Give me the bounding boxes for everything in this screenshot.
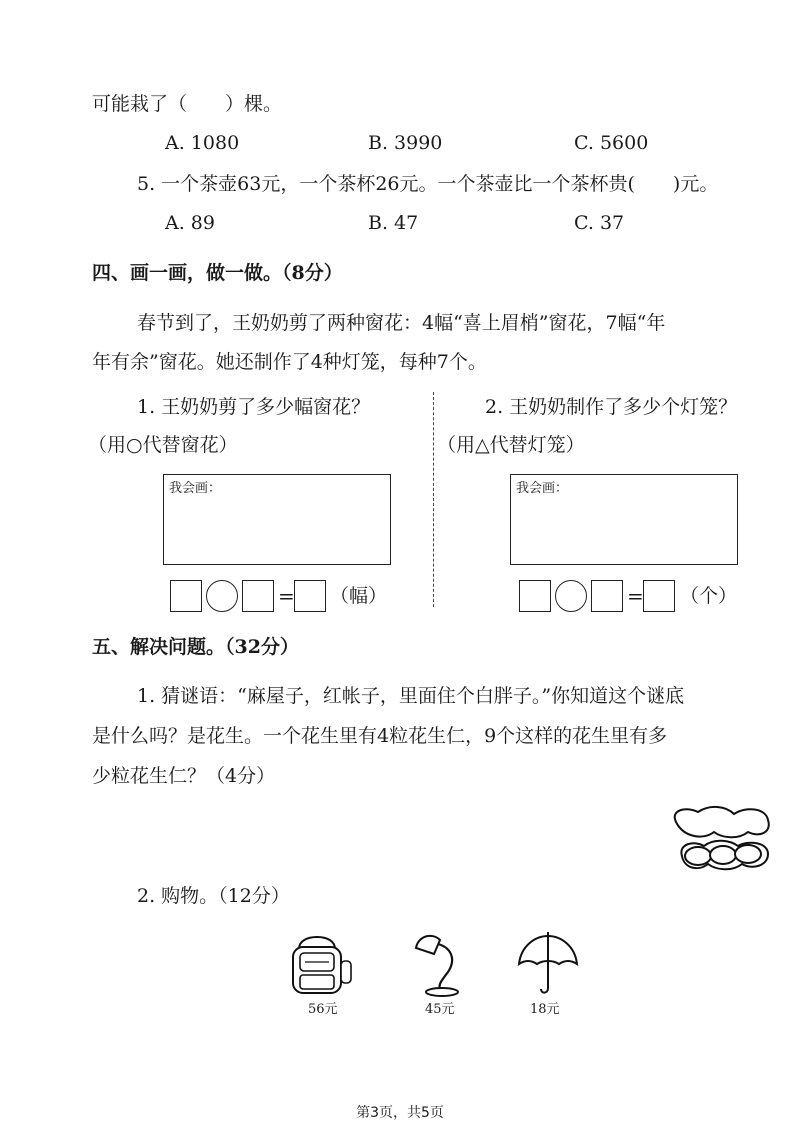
section5-q2: 2. 购物。（12分）: [137, 885, 290, 907]
unit-2: （个）: [680, 585, 738, 607]
section5-q1-line2: 是什么吗？是花生。一个花生里有4粒花生仁，9个这样的花生里有多: [92, 725, 668, 747]
operator-circle-1[interactable]: [206, 580, 238, 612]
unit-1: （幅）: [330, 585, 388, 607]
q5-option-b: B. 47: [368, 212, 419, 234]
q4-option-c: C. 5600: [574, 132, 649, 154]
answer-box-2a[interactable]: [519, 580, 551, 612]
drawing-box-2-label: 我会画：: [516, 481, 569, 496]
section5-q1-line1: 1. 猜谜语：“麻屋子，红帐子，里面住个白胖子。”你知道这个谜底: [137, 685, 685, 707]
operator-circle-2[interactable]: [555, 580, 587, 612]
page-footer: 第3页，共5页: [356, 1105, 444, 1121]
backpack-icon: [285, 935, 355, 997]
q5-option-a: A. 89: [165, 212, 215, 234]
price-backpack: 56元: [308, 1002, 338, 1017]
umbrella-icon: [515, 932, 581, 998]
section4-q1: 1. 王奶奶剪了多少幅窗花？: [137, 396, 371, 418]
section4-intro-line1: 春节到了，王奶奶剪了两种窗花：4幅“喜上眉梢”窗花，7幅“年: [137, 312, 666, 334]
desk-lamp-icon: [410, 930, 470, 998]
drawing-box-1-label: 我会画：: [169, 481, 222, 496]
peanut-icon: [668, 800, 778, 880]
drawing-box-1[interactable]: [163, 474, 391, 565]
q5-text: 5. 一个茶壶63元，一个茶杯26元。一个茶壶比一个茶杯贵( )元。: [137, 173, 719, 195]
section4-intro-line2: 年有余”窗花。她还制作了4种灯笼，每种7个。: [92, 351, 487, 373]
column-divider: [433, 392, 434, 607]
drawing-box-2[interactable]: [510, 474, 738, 565]
q4-option-a: A. 1080: [165, 132, 240, 154]
equals-sign-1: =: [278, 584, 295, 608]
q4-option-b: B. 3990: [368, 132, 443, 154]
answer-box-2b[interactable]: [591, 580, 623, 612]
equals-sign-2: =: [627, 584, 644, 608]
price-desk-lamp: 45元: [425, 1002, 455, 1017]
q5-option-c: C. 37: [574, 212, 625, 234]
answer-box-1b[interactable]: [242, 580, 274, 612]
section4-heading: 四、画一画，做一做。（8分）: [92, 262, 343, 284]
answer-box-1a[interactable]: [170, 580, 202, 612]
answer-box-1c[interactable]: [294, 580, 326, 612]
section4-q2: 2. 王奶奶制作了多少个灯笼？: [485, 396, 738, 418]
section4-q1-note: （用○代替窗花）: [88, 434, 238, 456]
price-umbrella: 18元: [530, 1002, 560, 1017]
section5-q1-line3: 少粒花生仁？（4分）: [92, 765, 276, 787]
answer-box-2c[interactable]: [643, 580, 675, 612]
section5-heading: 五、解决问题。（32分）: [92, 636, 299, 658]
section4-q2-note: （用△代替灯笼）: [437, 434, 585, 456]
q4-tail: 可能栽了（ ）棵。: [92, 93, 283, 115]
